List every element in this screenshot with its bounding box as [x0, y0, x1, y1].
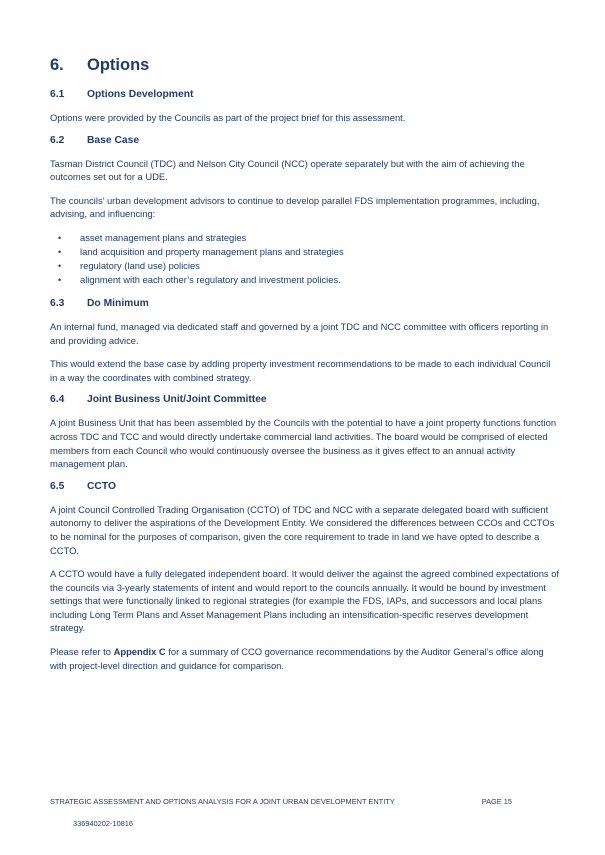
- section-heading: [50, 56, 560, 75]
- list-item: • alignment with each other’s regulatory and investment policies.: [58, 273, 341, 285]
- subsection-number: 6.2: [50, 134, 65, 146]
- subsection-number: 6.5: [50, 480, 65, 492]
- document-reference: 336940202-10816: [73, 819, 134, 828]
- paragraph: Options were provided by the Councils as part of the project brief for this assessment.: [50, 112, 406, 123]
- subsection-heading-joint-business-unit: [50, 394, 560, 405]
- section-number: 6.: [50, 56, 64, 74]
- bullet-icon: •: [58, 260, 62, 271]
- paragraph: This would extend the base case by adding property investment recommendations to be made to each individual Council in a way the coordinates with combined strategy.: [50, 358, 551, 383]
- subsection-title: Joint Business Unit/Joint Committee: [87, 394, 267, 406]
- bullet-icon: •: [58, 246, 62, 257]
- document-body: [50, 56, 560, 682]
- footer-title: STRATEGIC ASSESSMENT AND OPTIONS ANALYSIS FOR A JOINT URBAN DEVELOPMENT ENTITY: [50, 797, 395, 806]
- subsection-heading-base-case: [50, 135, 560, 146]
- paragraph: An internal fund, managed via dedicated staff and governed by a joint TDC and NCC committee with officers reporting in and providing advice.: [50, 320, 549, 346]
- list-item: • asset management plans and strategies: [58, 231, 247, 243]
- subsection-heading-do-minimum: [50, 298, 560, 309]
- subsection-title: Base Case: [87, 134, 140, 146]
- appendix-c-reference: Appendix C: [113, 646, 166, 658]
- list-item: • regulatory (land use) policies: [58, 259, 200, 271]
- paragraph: A CCTO would have a fully delegated independent board. It would deliver the against the agreed combined expectations of the councils via 3-yearly statements of intent and would report to the councils annually. It would be bound by investment settings that were functionally linked to regional strategies (for example the FDS, IAPs, and successors and local plans including Long Term Plans and Asset Management Plans including an intensification-specific reserves development strategy.: [50, 568, 560, 634]
- section-title: Options: [87, 56, 150, 74]
- paragraph: A joint Council Controlled Trading Organisation (CCTO) of TDC and NCC with a separate delegated board with sufficient autonomy to deliver the aspirations of the Development Entity. We considered the differences between CCOs and CCTOs to be nominal for the purposes of comparison, given the core requirement to trade in land we have opted to describe a CCTO.: [50, 503, 555, 556]
- bullet-list: [50, 231, 560, 287]
- paragraph: The councils’ urban development advisors to continue to develop parallel FDS implementation programmes, including, advising, and influencing:: [50, 194, 540, 220]
- subsection-title: Do Minimum: [87, 297, 149, 309]
- subsection-number: 6.1: [50, 89, 65, 100]
- page-number: PAGE 15: [481, 797, 512, 806]
- subsection-number: 6.3: [50, 297, 65, 309]
- bullet-icon: •: [58, 232, 62, 243]
- list-item: • land acquisition and property management plans and strategies: [58, 245, 344, 257]
- paragraph: Tasman District Council (TDC) and Nelson City Council (NCC) operate separately but with the aim of achieving the outcomes set out for a UDE.: [50, 157, 525, 183]
- paragraph: A joint Business Unit that has been assembled by the Councils with the potential to have a joint property functions function across TDC and TCC and would directly undertake commercial land activities. The board would be comprised of elected members from each Council who would continuously oversee the business as it gives effect to an annual activity management plan.: [50, 417, 557, 470]
- subsection-title: Options Development: [87, 89, 194, 100]
- subsection-heading-options-development: [50, 89, 560, 100]
- page-footer: [50, 797, 560, 806]
- subsection-number: 6.4: [50, 394, 65, 406]
- subsection-heading-ccto: [50, 481, 560, 492]
- subsection-title: CCTO: [87, 480, 116, 492]
- paragraph-appendix-reference: Please refer to Appendix C for a summary of CCO governance recommendations by the Auditor General’s office along with project-level direction and guidance for comparison.: [50, 646, 544, 671]
- bullet-icon: •: [58, 274, 62, 285]
